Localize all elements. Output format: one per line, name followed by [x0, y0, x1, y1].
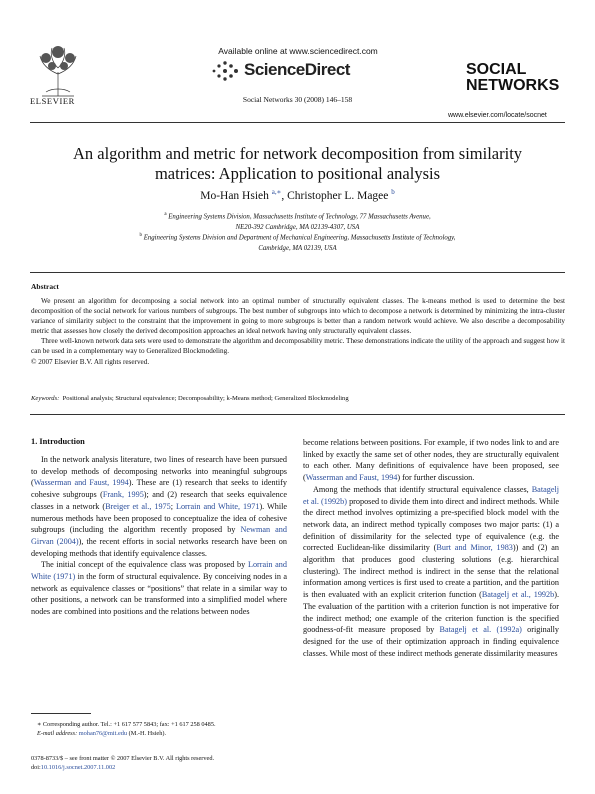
footnote-corresponding: ∗ Corresponding author. Tel.: +1 617 577 5843; fax: +1 617 258 0485. [37, 721, 216, 728]
author-separator: , [281, 189, 288, 202]
keywords-label: Keywords: [31, 395, 60, 402]
intro-paragraph [31, 559, 287, 618]
affiliation-b [60, 231, 535, 254]
body-text: ). These are (1) research that seeks to identify cohesive subgroups ( [31, 478, 287, 500]
body-text: proposed to divide them into direct and indirect methods. While the direct method involves optimizing a pre-specified block model with the network data, an indirect method typically composes two major parts: (1) a definition of dissimilarity for the selected type of equivalence (e.g. the corrected Euclidean-like dissimilarity ( [303, 496, 559, 553]
citation-link[interactable]: Lorrain and White (1971) [31, 560, 287, 582]
intro-paragraph [31, 454, 287, 559]
doi-label: doi: [31, 764, 41, 771]
body-text: ) for further discussion. [397, 473, 475, 483]
affiliation-line: NE20-392 Cambridge, MA 02139-4307, USA [235, 223, 360, 231]
abstract-copyright: © 2007 Elsevier B.V. All rights reserved. [31, 357, 150, 366]
journal-logo [466, 62, 559, 94]
issn-line: 0378-8733/$ – see front matter © 2007 Elsevier B.V. All rights reserved. [31, 755, 215, 762]
citation-link[interactable]: Batagelj et al., 1992b [481, 590, 555, 600]
journal-logo-line2: NETWORKS [466, 77, 560, 94]
body-text: In the network analysis literature, two lines of research have been pursued to develop methods of decomposing networks into meaningful subgroups ( [31, 455, 287, 488]
body-text: ), the recent efforts in social networks research have been on developing methods that identify equivalence classes. [31, 536, 287, 558]
author-list [40, 188, 555, 202]
intro-paragraph [303, 437, 559, 484]
body-column-left [31, 454, 287, 618]
affiliation-a [60, 210, 535, 233]
body-text: Among the methods that identify structural equivalence classes, [313, 484, 532, 494]
affiliation-mark: b [139, 233, 142, 238]
article-title [40, 144, 555, 184]
title-line-1: An algorithm and metric for network decomposition from similarity [72, 144, 523, 163]
abstract-bottom-rule [30, 414, 565, 415]
sciencedirect-logo: ScienceDirect [244, 60, 350, 79]
author-name[interactable]: Christopher L. Magee [287, 189, 389, 202]
abstract-paragraph-2: Three well-known network data sets were used to demonstrate the algorithm and decomposability metric. These demonstrations indicate the utility of the approach and suggest how it can be used in a complementary way to Generalized Blockmodeling. [31, 337, 566, 356]
author-name[interactable]: Mo-Han Hsieh [200, 189, 269, 202]
elsevier-tree-logo [32, 44, 84, 100]
citation-link[interactable]: Breiger et al., 1975 [105, 501, 171, 511]
keywords-list: Positional analysis; Structural equivalence; Decomposability; k-Means method; Generalized Blockmodeling [62, 395, 349, 402]
citation-link[interactable]: Batagelj et al. (1992b) [303, 484, 559, 506]
abstract-heading: Abstract [31, 282, 59, 291]
body-text: become relations between positions. For example, if two nodes link to and are linked by exactly the same set of other nodes, they are structurally equivalent to each other. Many definitions of equivalence have been proposed, see ( [303, 438, 559, 483]
journal-url[interactable]: www.elsevier.com/locate/socnet [448, 112, 547, 119]
author-marks[interactable]: b [391, 188, 395, 196]
intro-paragraph [303, 484, 559, 660]
section-heading-introduction: 1. Introduction [31, 437, 85, 446]
citation-link[interactable]: Burt and Minor, 1983 [436, 543, 513, 553]
body-text: in the form of structural equivalence. By conceiving nodes in a network as equivalence classes or “positions” that relate in a similar way to other positions, a network can be transformed into a simplified model where nodes are combined into positions and the relations between nodes [31, 572, 287, 617]
page-footer [31, 754, 331, 772]
body-text: ; [170, 501, 176, 511]
citation-link[interactable]: Lorrain and White, 1971 [175, 501, 260, 511]
sciencedirect-icon [210, 60, 240, 87]
affiliation-line: Engineering Systems Division and Department of Mechanical Engineering, Massachusetts Institute of Technology, [143, 234, 456, 242]
body-column-right [303, 437, 559, 659]
email-link[interactable]: mohan76@mit.edu [78, 730, 128, 737]
journal-logo-line1: SOCIAL [466, 61, 527, 78]
keywords [31, 395, 565, 402]
elsevier-wordmark: ELSEVIER [30, 96, 75, 106]
citation-link[interactable]: Frank, 1995 [102, 490, 144, 500]
abstract-body [31, 296, 565, 367]
header-rule [30, 122, 565, 123]
body-text: originally designed for the use of their optimization approach in finding equivalence classes. While most of these indirect methods generate dissimilarity measures [303, 625, 559, 658]
abstract-top-rule [30, 272, 565, 273]
footnote-rule [31, 713, 91, 714]
citation-link[interactable]: Wasserman and Faust, 1994 [33, 478, 129, 488]
available-online-text: Available online at www.sciencedirect.com [218, 46, 378, 56]
body-text: The initial concept of the equivalence class was proposed by [41, 560, 248, 570]
citation-link[interactable]: Wasserman and Faust, 1994 [305, 473, 398, 483]
email-suffix: (M.-H. Hsieh). [127, 730, 167, 737]
doi-link[interactable]: 10.1016/j.socnet.2007.11.002 [40, 764, 116, 771]
author-marks[interactable]: a,∗ [271, 188, 282, 196]
body-text: ). The evaluation of the partition with a criterion function is not imperative for the indirect method; one example of the criterion function is the specified goodness-of-fit measure proposed by [303, 590, 559, 635]
citation-link[interactable]: Newman and Girvan (2004) [31, 525, 287, 546]
journal-reference: Social Networks 30 (2008) 146–158 [242, 95, 353, 104]
body-text: )) and (2) an algorithm that produces good clustering solutions (e.g. hierarchical clustering). The indirect method is indirect in the sense that the relational information among vertices is first used to create a partition, and the partition is then evaluated with an explicit criterion function ( [303, 543, 559, 600]
email-label: E-mail address: [37, 730, 79, 737]
affiliation-mark: a [164, 212, 167, 217]
citation-link[interactable]: Batagelj et al. (1992a) [439, 625, 522, 635]
title-line-2: matrices: Application to positional analysis [154, 164, 441, 183]
footnote [31, 720, 291, 738]
body-text: ); and (2) research that seeks equivalence classes in a network ( [31, 490, 287, 511]
affiliation-line: Engineering Systems Division, Massachusetts Institute of Technology, 77 Massachusetts Avenue, [168, 213, 431, 221]
abstract-paragraph-1: We present an algorithm for decomposing a social network into an optimal number of structurally equivalent classes. The k-means method is used to determine the best decomposition of the social network for various numbers of subgroups. The best number of subgroups into which to decompose a network is determined by minimizing the intra-cluster variance of similarity subject to the constraint that the improvement in going to more subgroups is better than a random network would achieve. We also describe a decomposability metric that assesses how closely the derived decomposition approaches an ideal network having only structurally equivalent classes. [31, 297, 565, 336]
affiliation-line: Cambridge, MA 02139, USA [258, 244, 337, 252]
body-text: ). While numerous methods have been proposed to conceptualize the idea of cohesive subgroups (including the algorithm recently proposed by [31, 501, 288, 535]
